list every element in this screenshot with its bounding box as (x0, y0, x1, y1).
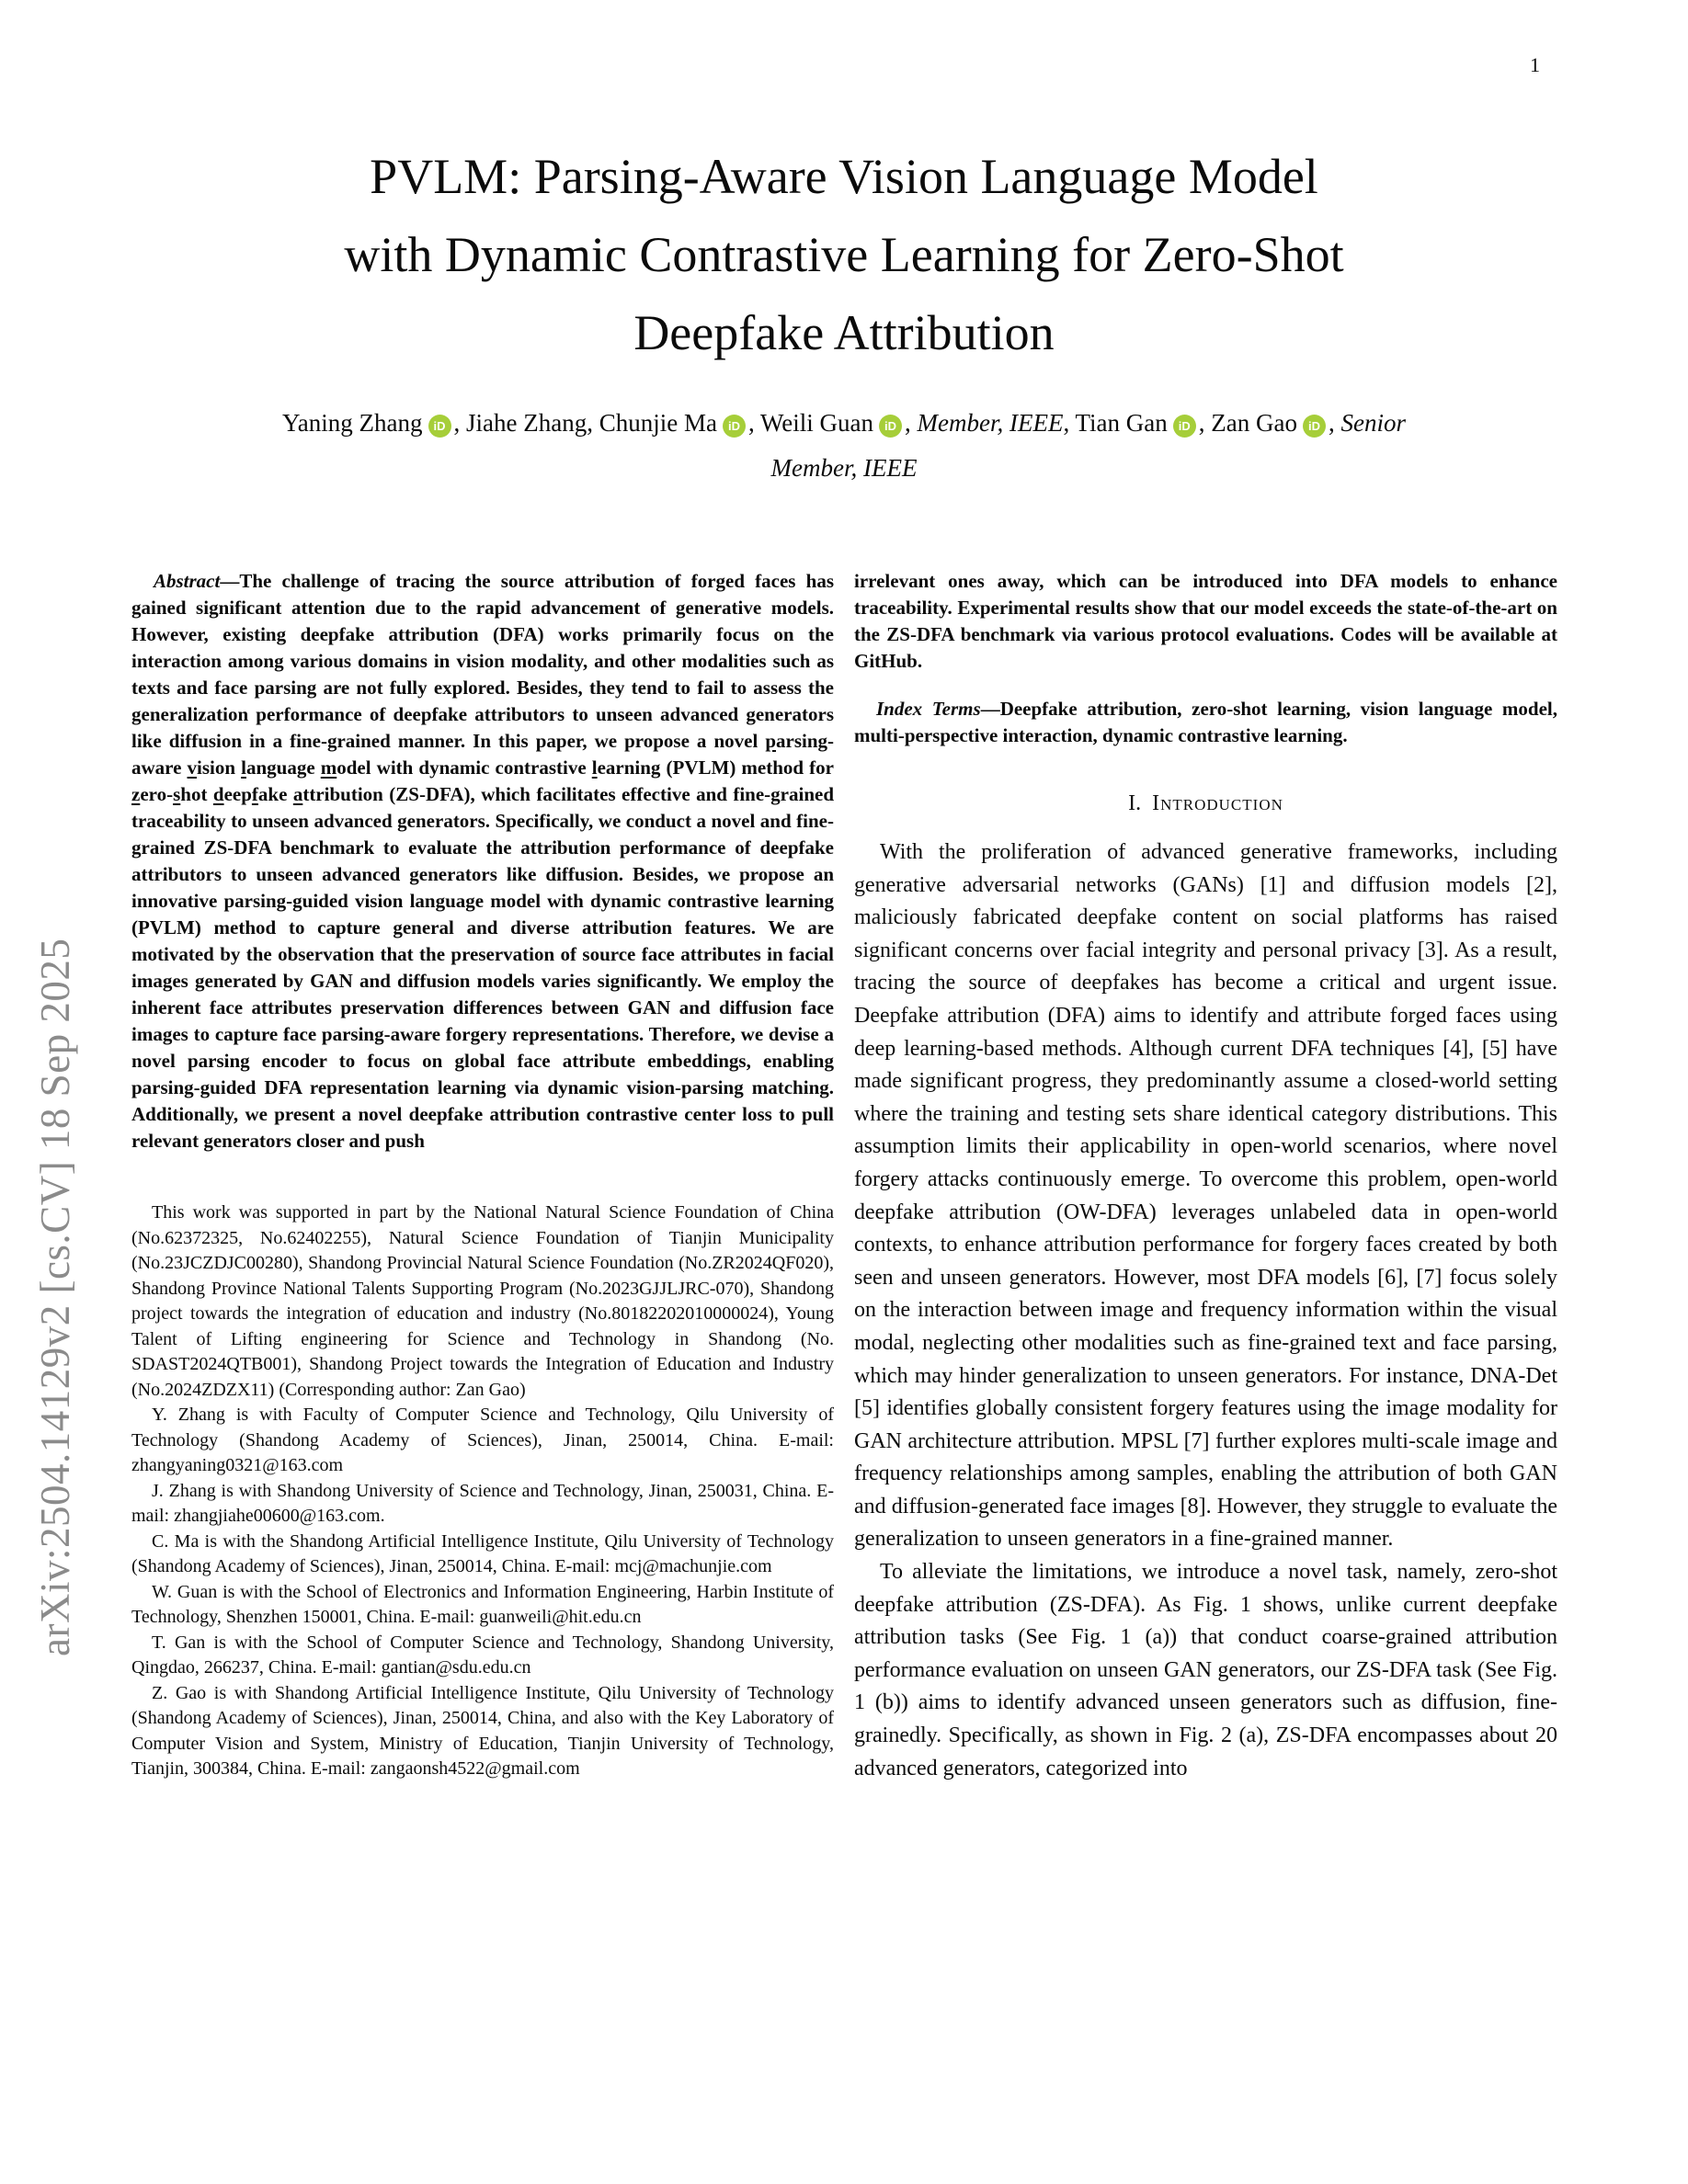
footnote-author-wguan: W. Guan is with the School of Electronics and Information Engineering, Harbin Institute of Technology, Shenzhen 150001, China. E-mail: guanweili@hit.edu.cn (131, 1581, 834, 1627)
introduction-section (854, 836, 1557, 1785)
footnote-author-zgao: Z. Gao is with Shandong Artificial Intelligence Institute, Qilu University of Technology (Shandong Academy of Sciences), Jinan, 250014, China, and also with the Key Laboratory of Computer Vision and System, Ministry of Education, Tianjin University of Technology, Tianjin, 300384, China. E-mail: zangaonsh4522@gmail.com (131, 1682, 834, 1779)
author-role: Member, IEEE (917, 409, 1064, 437)
orcid-icon (879, 415, 902, 438)
abstract-paragraph (131, 568, 834, 1155)
page-number: 1 (1530, 53, 1540, 76)
arxiv-sidebar-label: arXiv:2504.14129v2 [cs.CV] 18 Sep 2025 (32, 938, 78, 1656)
footnote-author-yzhang: Y. Zhang is with Faculty of Computer Science and Technology, Qilu University of Technology (Shandong Academy of Sciences), Jinan, 250014, China. E-mail: zhangyaning0321@163.com (131, 1405, 834, 1475)
author-name: Yaning Zhang (282, 409, 423, 437)
section-title: Introduction (1152, 791, 1283, 815)
orcid-icon (1173, 415, 1196, 438)
author-names: , Jiahe Zhang, Chunjie Ma (453, 409, 717, 437)
paper-title-line: Deepfake Attribution (633, 305, 1055, 360)
left-column (131, 568, 834, 1782)
abstract-lead: Abstract (154, 570, 221, 592)
orcid-icon (1303, 415, 1326, 438)
abstract-continuation: irrelevant ones away, which can be introduced into DFA models to enhance traceability. Experimental results show that our model exceeds the state-of-the-art on the ZS-DFA benchmark via various protocol evaluations. Codes will be available at GitHub. (854, 570, 1557, 672)
orcid-icon (428, 415, 451, 438)
footnote-funding: This work was supported in part by the National Natural Science Foundation of China (No.62372325, No.62402255), Natural Science Foundation of Tianjin Municipality (No.23JCZDJC00280), Shandong Provincial Natural Science Foundation (No.ZR2024QF020), Shandong Province National Talents Supporting Program (No.2023GJJLJRC-070), Shandong project towards the integration of education and industry (No.80182202010000024), Young Talent of Lifting engineering for Science and Technology in Shandong (No. SDAST2024QTB001), Shandong Project towards the Integration of Education and Industry (No.2024ZDZX11) (Corresponding author: Zan Gao) (131, 1202, 834, 1400)
author-role: Member, IEEE (770, 454, 918, 482)
footnotes-block (131, 1200, 834, 1782)
right-column (854, 568, 1557, 1785)
footnote-author-cma: C. Ma is with the Shandong Artificial Intelligence Institute, Qilu University of Technology (Shandong Academy of Sciences), Jinan, 250014, China. E-mail: mcj@machunjie.com (131, 1530, 834, 1576)
orcid-icon (723, 415, 746, 438)
index-terms-paragraph (854, 696, 1557, 749)
index-terms-text: —Deepfake attribution, zero-shot learning, vision language model, multi-perspective interaction, dynamic contrastive learning. (854, 698, 1557, 746)
footnote-author-jzhang: J. Zhang is with Shandong University of Science and Technology, Jinan, 250031, China. E-mail: zhangjiahe00600@163.com. (131, 1480, 834, 1526)
author-name: , Tian Gan (1063, 409, 1168, 437)
intro-paragraph-1: With the proliferation of advanced generative frameworks, including generative adversarial networks (GANs) [1] and diffusion models [2], maliciously fabricated deepfake content on social platforms has raised significant concerns over facial integrity and personal privacy [3]. As a result, tracing the source of deepfakes has become a critical and urgent issue. Deepfake attribution (DFA) aims to identify and attribute forged faces using deep learning-based methods. Although current DFA techniques [4], [5] have made significant progress, they predominantly assume a closed-world setting where the training and testing sets share identical category distributions. This assumption limits their applicability in open-world scenarios, where novel forgery attacks continuously emerge. To overcome this problem, open-world deepfake attribution (OW-DFA) leverages unlabeled data in open-world contexts, to enhance attribution performance for forgery faces created by both seen and unseen generators. However, most DFA models [6], [7] focus solely on the interaction between image and frequency information within the visual modal, neglecting other modalities such as fine-grained text and face parsing, which may hinder generalization to unseen generators. For instance, DNA-Det [5] identifies globally consistent forgery features using the image modality for GAN architecture attribution. MPSL [7] further explores multi-scale image and frequency relationships among samples, enabling the attribution of both GAN and diffusion-generated face images [8]. However, they struggle to evaluate the generalization to unseen generators in a fine-grained manner. (854, 840, 1557, 1552)
paper-title (0, 138, 1688, 372)
author-name: , Zan Gao (1198, 409, 1297, 437)
intro-paragraph-2: To alleviate the limitations, we introduce a novel task, namely, zero-shot deepfake attribution (ZS-DFA). As Fig. 1 shows, unlike current deepfake attribution tasks (See Fig. 1 (a)) that conduct coarse-grained attribution performance evaluation on unseen GAN generators, our ZS-DFA task (See Fig. 1 (b)) aims to identify advanced unseen generators such as diffusion, fine-grainedly. Specifically, as shown in Fig. 2 (a), ZS-DFA encompasses about 20 advanced generators, categorized into (854, 1560, 1557, 1780)
section-heading-introduction (854, 791, 1557, 816)
footnote-author-tgan: T. Gan is with the School of Computer Science and Technology, Shandong University, Qingdao, 266237, China. E-mail: gantian@sdu.edu.cn (131, 1632, 834, 1678)
paper-title-line: with Dynamic Contrastive Learning for Zero-Shot (344, 227, 1344, 282)
byline-separator: , (905, 409, 918, 437)
index-terms-lead: Index Terms (876, 698, 981, 720)
section-number: I. (1128, 791, 1142, 815)
author-byline-line2 (246, 446, 1442, 491)
author-role: Senior (1340, 409, 1406, 437)
byline-separator: , (1328, 409, 1341, 437)
author-name: , Weili Guan (747, 409, 874, 437)
author-byline (246, 401, 1442, 491)
paper-title-line: PVLM: Parsing-Aware Vision Language Model (370, 149, 1318, 204)
abstract-text: —The challenge of tracing the source attribution of forged faces has gained significant attention due to the rapid advancement of generative models. However, existing deepfake attribution (DFA) works primarily focus on the interaction among various domains in vision modality, and other modalities such as texts and face parsing are not fully explored. Besides, they tend to fail to assess the generalization performance of deepfake attributors to unseen advanced generators like diffusion in a fine-grained manner. In this paper, we propose a novel parsing-aware vision language model with dynamic contrastive learning (PVLM) method for zero-shot deepfake attribution (ZS-DFA), which facilitates effective and fine-grained traceability to unseen advanced generators. Specifically, we conduct a novel and fine-grained ZS-DFA benchmark to evaluate the attribution performance of deepfake attributors to unseen advanced generators like diffusion. Besides, we propose an innovative parsing-guided vision language model with dynamic contrastive learning (PVLM) method to capture general and diverse attribution features. We are motivated by the observation that the preservation of source face attributes in facial images generated by GAN and diffusion models varies significantly. We employ the inherent face attributes preservation differences between GAN and diffusion face images to capture face parsing-aware forgery representations. Therefore, we devise a novel parsing encoder to focus on global face attribute embeddings, enabling parsing-guided DFA representation learning via dynamic vision-parsing matching. Additionally, we present a novel deepfake attribution contrastive center loss to pull relevant generators closer and push (131, 570, 835, 1152)
